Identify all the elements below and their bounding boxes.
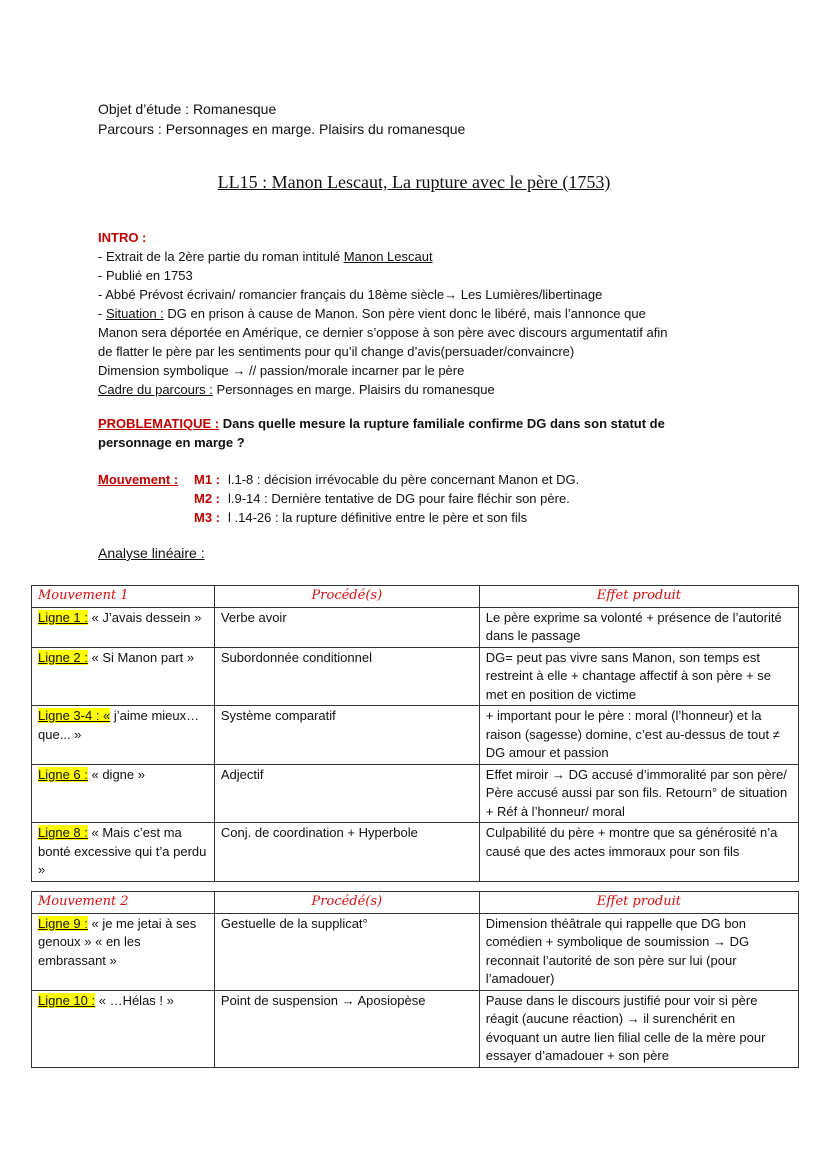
- ligne-ref: Ligne 8 :: [38, 825, 88, 840]
- ligne-ref: Ligne 1 :: [38, 609, 88, 625]
- intro-line: - Extrait de la 2ère partie du roman intitulé Manon Lescaut: [98, 249, 433, 264]
- procede-cell: Point de suspension → Aposiopèse: [214, 990, 479, 1067]
- table-header: Mouvement 2 Procédé(s) Effet produit: [32, 892, 799, 914]
- procede-cell: Verbe avoir: [214, 607, 479, 647]
- table-mouvement-2: [31, 891, 799, 1068]
- intro-line: de flatter le père par les sentiments pour qu’il change d’avis(persuader/convaincre): [98, 344, 575, 359]
- effet-cell: Dimension théâtrale qui rappelle que DG bon comédien + symbolique de soumission → DG reconnait l’autorité de son père sur lui (pour l’amadouer): [479, 913, 798, 990]
- table-row: Ligne 10 : « …Hélas ! » Point de suspension → Aposiopèse Pause dans le discours justifié pour voir si père réagit (aucune réaction) → il surenchérit en évoquant un autre lien filial celle de la mère pour essayer d’amadouer + son père: [32, 990, 799, 1067]
- effet-cell: Culpabilité du père + montre que sa générosité n’a causé que des actes immoraux pour son fils: [479, 823, 798, 882]
- intro-line: Dimension symbolique → // passion/morale incarner par le père: [98, 363, 465, 378]
- problematique-label: PROBLEMATIQUE :: [98, 416, 220, 431]
- table-header: Mouvement 1 Procédé(s) Effet produit: [32, 586, 799, 608]
- table-row: Ligne 2 : « Si Manon part » Subordonnée conditionnel DG= peut pas vivre sans Manon, son temps est restreint à elle + chantage affectif à son père + se met en position de victime: [32, 647, 799, 706]
- table-row: Ligne 9 : « je me jetai à ses genoux » « en les embrassant » Gestuelle de la supplicat° Dimension théâtrale qui rappelle que DG bon comédien + symbolique de soumission → DG reconnait l’autorité de son père sur lui (pour l’amadouer): [32, 913, 799, 990]
- intro-label: INTRO :: [98, 230, 147, 245]
- procede-cell: Gestuelle de la supplicat°: [214, 913, 479, 990]
- mouvement-label: Mouvement :: [98, 472, 179, 487]
- table-mouvement-1: [31, 585, 799, 882]
- effet-cell: Effet miroir → DG accusé d’immoralité par son père/ Père accusé aussi par son fils. Retourn° de situation + Réf à l’honneur/ moral: [479, 764, 798, 823]
- intro-line: - Situation : DG en prison à cause de Manon. Son père vient donc le libéré, mais l’annonce que: [98, 306, 646, 321]
- header: [98, 99, 465, 139]
- header-objet: Objet d’étude : Romanesque: [98, 101, 277, 117]
- effet-cell: Le père exprime sa volonté + présence de l’autorité dans le passage: [479, 607, 798, 647]
- intro-line: Manon sera déportée en Amérique, ce dernier s’oppose à son père avec discours argumentatif afin: [98, 325, 668, 340]
- ligne-ref: Ligne 10 :: [38, 992, 96, 1008]
- page-title: LL15 : Manon Lescaut, La rupture avec le père (1753): [217, 172, 611, 192]
- intro-line: - Publié en 1753: [98, 268, 193, 283]
- table-row: Ligne 8 : « Mais c’est ma bonté excessive qui t’a perdu » Conj. de coordination + Hyperbole Culpabilité du père + montre que sa générosité n’a causé que des actes immoraux pour son fils: [32, 823, 799, 882]
- effet-cell: + important pour le père : moral (l’honneur) et la raison (sagesse) domine, c’est au-dessus de tout ≠ DG amour et passion: [479, 706, 798, 765]
- procede-cell: Conj. de coordination + Hyperbole: [214, 823, 479, 882]
- intro-section: [98, 228, 738, 399]
- effet-cell: DG= peut pas vivre sans Manon, son temps est restreint à elle + chantage affectif à son père + se met en position de victime: [479, 647, 798, 706]
- ligne-ref: Ligne 6 :: [38, 766, 88, 782]
- header-parcours: Parcours : Personnages en marge. Plaisirs du romanesque: [98, 121, 466, 137]
- analyse-title: Analyse linéaire :: [98, 545, 205, 561]
- intro-line: Cadre du parcours : Personnages en marge. Plaisirs du romanesque: [98, 382, 495, 397]
- intro-line: - Abbé Prévost écrivain/ romancier français du 18ème siècle→ Les Lumières/libertinage: [98, 287, 603, 302]
- effet-cell: Pause dans le discours justifié pour voir si père réagit (aucune réaction) → il surenchérit en évoquant un autre lien filial celle de la mère pour essayer d’amadouer + son père: [479, 990, 798, 1067]
- mouvements-list: Mouvement : M1 : l.1-8 : décision irrévocable du père concernant Manon et DG. M2 : l.9-14 : Dernière tentative de DG pour faire fléchir son père. M3 : l .14-26 : la rupture définitive entre le père et son fils: [98, 472, 580, 525]
- problematique: PROBLEMATIQUE : Dans quelle mesure la rupture familiale confirme DG dans son statut de personnage en marge ?: [98, 416, 665, 450]
- ligne-ref: Ligne 2 :: [38, 649, 88, 665]
- table-row: Ligne 6 : « digne » Adjectif Effet miroir → DG accusé d’immoralité par son père/ Père accusé aussi par son fils. Retourn° de situation + Réf à l’honneur/ moral: [32, 764, 799, 823]
- procede-cell: Système comparatif: [214, 706, 479, 765]
- ligne-ref: Ligne 3-4 : «: [38, 708, 111, 723]
- procede-cell: Adjectif: [214, 764, 479, 823]
- procede-cell: Subordonnée conditionnel: [214, 647, 479, 706]
- table-row: Ligne 3-4 : « j’aime mieux…que... » Système comparatif + important pour le père : moral (l’honneur) et la raison (sagesse) domine, c’est au-dessus de tout ≠ DG amour et passion: [32, 706, 799, 765]
- table-row: Ligne 1 : « J’avais dessein » Verbe avoir Le père exprime sa volonté + présence de l’autorité dans le passage: [32, 607, 799, 647]
- ligne-ref: Ligne 9 :: [38, 915, 88, 931]
